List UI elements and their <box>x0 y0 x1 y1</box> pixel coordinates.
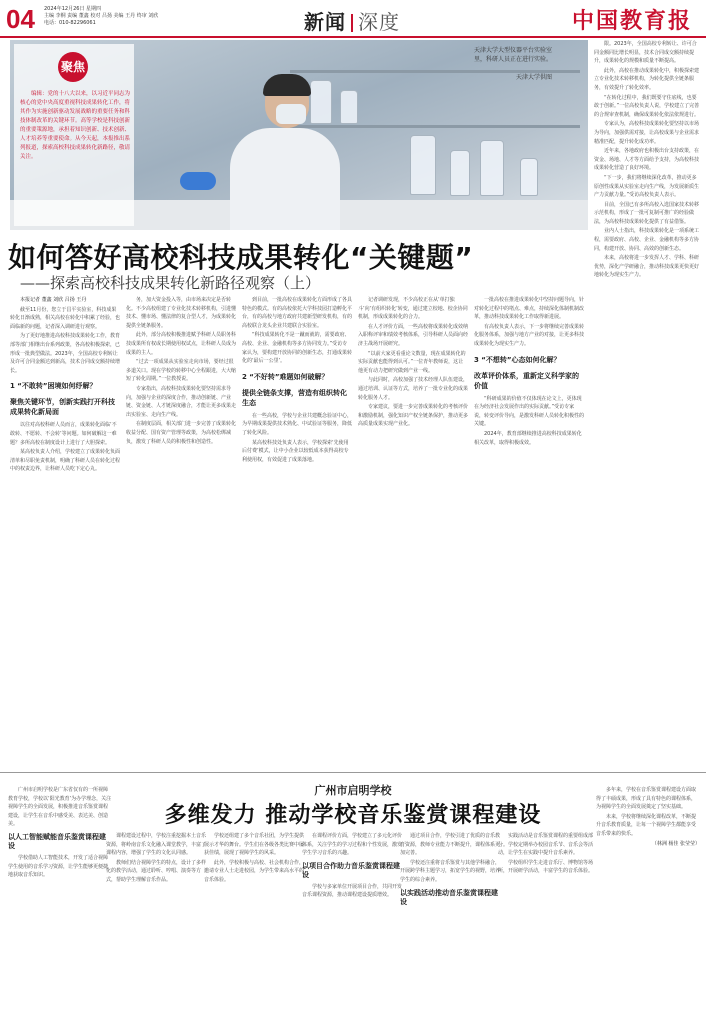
paragraph: 未来，高校将进一步发挥人才、学科、科研优势，深化产学研融合，推动科技成果更快更好地转化为现实生产力。 <box>594 255 700 279</box>
article-column <box>474 296 584 764</box>
paragraph: 记者调研发现，不少高校正在从‘单打独斗’向‘有组织转化’转变，通过建立校地、校企协同机制，形成成果转化的合力。 <box>358 297 468 321</box>
main-headline: 如何答好高校科技成果转化“关键题” <box>8 241 474 274</box>
paragraph: 近年来，各地政府也积极出台支持政策，在资金、场地、人才等方面给予支持，为高校科技成果转化营造了良好环境。 <box>594 148 700 172</box>
bottom-story-body <box>8 786 700 1018</box>
paragraph: 多年来，学校在音乐鉴赏课程建设方面取得了丰硕成果，形成了具有特色的课程体系，为视障学生的全面发展奠定了坚实基础。 <box>596 787 697 811</box>
paragraph: 务，加大资金投入等，由市场来决定是否转化。不少高校组建了专业化技术转移机构，引进懂技术、懂市场、懂法律的复合型人才，为成果转化提供全链条服务。 <box>126 297 236 329</box>
section-subheading: 改革评价体系，重新定义科学家的价值 <box>474 371 579 390</box>
bottom-kicker: 广州市启明学校 <box>314 784 392 797</box>
paragraph: 为了更好地推进高校科技成果转化工作，教育部等部门相继出台系列政策，各高校积极探索，已形成一批典型做法。2023年，全国高校专利转让及许可合同金额达到新高，技术合同成交额持续增长。 <box>10 333 120 374</box>
section-heading: 2 “不好转”难题如何破解？ <box>242 372 329 381</box>
bottom-column <box>400 832 504 1018</box>
bottom-column <box>204 832 308 1018</box>
article-column <box>242 296 352 764</box>
paragraph: 此外，学校积极与高校、社会机构合作，邀请专业人士走进校园，为学生带来高水平的音乐体验。 <box>204 859 305 883</box>
section-sub: 深度 <box>358 10 400 34</box>
paper-logo: 中国教育报 <box>571 8 692 34</box>
paragraph: 某高校负责人介绍，学校建立了成果转化负面清单和尽职免责机制，明确了科研人员在转化过程中的权责边界，让科研人员吃下定心丸。 <box>10 449 120 473</box>
story-divider <box>0 772 706 773</box>
date-line: 2024年12月26日 星期四 <box>44 6 102 12</box>
section-heading: 以人工智能赋能音乐鉴赏课程建设 <box>8 832 106 850</box>
paragraph: 有高校负责人表示，下一步将继续完善成果转化服务体系，加强与地方产业的对接，让更多科技成果转化为现实生产力。 <box>474 323 584 347</box>
paragraph: 学校还注重将音乐鉴赏与其他学科融合，开展跨学科主题学习，拓宽学生的视野，培养学生的综合素养。 <box>400 859 501 883</box>
paragraph: 专家指出，高校科技成果转化要坚持需求导向，加强与企业的深度合作，推动创新链、产业链、资金链、人才链深度融合，才能让更多成果走出实验室、走向生产线。 <box>126 385 236 418</box>
editor-note <box>14 44 134 226</box>
main-subhead: ——探索高校科技成果转化新路径观察（上） <box>20 274 321 292</box>
paragraph: 通过项目合作，学校引进了优质的音乐教育资源，教师专业能力不断提升，课程体系更加完善。 <box>400 833 501 857</box>
paragraph: 课程建设过程中，学校注重挖掘本土音乐资源，将岭南音乐文化融入课堂教学，丰富了课程内容，增强了学生的文化认同感。 <box>106 833 207 857</box>
bottom-column <box>596 786 700 1018</box>
section-title <box>304 6 400 35</box>
editor-note-text: 编辑：党的十八大以来，以习近平同志为核心的党中央高度重视科技成果转化工作，将其作为实施创新驱动发展战略的重要任务和科技体制改革的关键环节。高等学校是科技创新的重要策源地，承担着知识创新、技术创新、人才培养等重要使命。从今天起，本报推出系列报道，探索高校科技成果转化新路径，敬请关注。 <box>20 91 131 160</box>
masthead <box>0 0 706 38</box>
lab-bottle <box>480 140 504 196</box>
paragraph: 与此同时，高校加强了技术经理人队伍建设，通过培训、认证等方式，培养了一批专业化的成果转化服务人才。 <box>358 377 468 401</box>
paragraph: 以往对高校科研人员而言，成果转化面临‘不敢转、不愿转、不会转’等问题。如何破解这一难题？多所高校在制度设计上进行了大胆探索。 <box>10 422 117 446</box>
lab-bottle <box>450 150 470 196</box>
section-heading: 1 “不敢转”困境如何纾解？ <box>10 382 97 391</box>
section-heading: 以项目合作助力音乐鉴赏课程建设 <box>302 861 400 879</box>
paragraph: 学校借助人工智能技术，开发了适合视障学生使用的音乐学习资源，让学生能够更便捷地获取音乐知识。 <box>8 854 109 879</box>
paragraph: “下一步，我们将继续深化改革，推动更多原创性成果从实验室走向生产线，为发展新质生产力贡献力量。”受访高校负责人表示。 <box>594 174 700 199</box>
section-heading: 以实践活动推动音乐鉴赏课程建设 <box>400 888 498 906</box>
paragraph: 广州市启明学校是广东省仅有的一所视障教育学校，学校以‘阳光教育’为办学理念，关注视障学生的全面发展，积极推进音乐鉴赏课程建设，让学生在音乐中感受美、表达美、创造美。 <box>8 787 112 828</box>
photo-caption: 天津大学大型仪器平台实验室里，科研人员正在进行实验。 <box>473 47 552 63</box>
lab-coat <box>230 128 340 230</box>
article-column <box>10 296 120 764</box>
masthead-rule <box>0 36 706 38</box>
researcher-hair <box>263 74 311 96</box>
paragraph: “科研成果的价值不仅体现在论文上，更体现在为经济社会发展作出的实际贡献。”受访专家说，转变评价导向，是激发科研人员转化积极性的关键。 <box>474 395 584 428</box>
paragraph: 2024年，教育部继续推进高校科技成果转化相关改革，取得积极成效。 <box>474 430 582 446</box>
paragraph: 在一些高校，学校与企业共建概念验证中心，为早期成果提供技术熟化、中试验证等服务，降低了转化风险。 <box>242 412 352 436</box>
bottom-column <box>302 832 406 1018</box>
paragraph: 到目前，一批高校在成果转化方面形成了各具特色的模式。有的高校依托大学科技园打造孵化平台，有的高校与地方政府共建新型研发机构，有的高校联合龙头企业共建联合实验室。 <box>242 297 352 329</box>
face-mask <box>276 104 306 124</box>
paragraph: 未来，学校将继续深化课程改革，不断提升音乐教育质量，让每一个视障学生都能享受音乐带来的快乐。 <box>596 813 697 837</box>
section-subheading: 聚焦关键环节，创新实践打开科技成果转化新局面 <box>10 398 115 417</box>
researcher-figure <box>210 60 360 230</box>
lab-bottle <box>520 158 538 196</box>
section-subheading: 提供全链条支撑，营造有组织转化生态 <box>242 388 347 407</box>
masthead-meta <box>44 6 174 27</box>
paragraph: 学校与多家单位开展项目合作，共同开发音乐课程资源，推动课程建设提质增效。 <box>302 883 403 899</box>
byline: 本报记者 董鑫 刘欣 吕扬 王丹 <box>20 297 87 303</box>
bottom-column <box>106 832 210 1018</box>
article-column <box>126 296 236 764</box>
paragraph: 目前，全国已有多所高校入选国家技术转移示范机构，形成了一批可复制可推广的经验做法，为高校科技成果转化提供了有益借鉴。 <box>594 201 700 225</box>
author-signature: （林洲 杨佳 张莹莹） <box>651 840 700 847</box>
blue-glove <box>180 172 216 190</box>
phone-line: 电话：010-82296061 <box>44 20 96 26</box>
paragraph: 专家建议，要进一步完善成果转化的考核评价和激励机制，强化知识产权全链条保护，推动更多高质量成果实现产业化。 <box>358 404 468 428</box>
bottom-column <box>8 786 112 1018</box>
paragraph: “过去一项成果从实验室走向市场，要经过很多道关口。现在学校的转移中心全程跟进，大大缩短了转化周期。”一位教授说。 <box>126 359 236 383</box>
paragraph: 在制度层面，相关部门进一步完善了成果转化收益分配、国有资产管理等政策，为高校松绑减负，激发了科研人员的积极性和创造性。 <box>126 421 236 445</box>
section-heading: 3 “不想转”心态如何化解？ <box>474 355 561 364</box>
right-column <box>594 40 700 760</box>
photo-credit: 天津大学供图 <box>515 74 552 81</box>
lab-bottle <box>410 135 436 195</box>
section-divider <box>351 14 353 32</box>
editor-line: 主编 李桐 责编 董鑫 校对 吕扬 美编 王丹 终审 刘欣 <box>44 13 159 19</box>
paragraph: “以前大家更看重论文数量，现在成果转化的实际贡献也能得到认可。”一位青年教师说，这让他更有动力把研究做到产业一线。 <box>358 350 466 374</box>
paragraph: “科技成果转化不是一蹴而就的，需要政府、高校、企业、金融机构等多方协同发力。”受访专家认为，要构建开放协同的创新生态，打通成果转化的‘最后一公里’。 <box>242 332 352 365</box>
paragraph: 截至11月份，您立于昌平实验室，科技成果转化日渐成熟，相关高校在转化中积累了经验，也面临新的问题，记者深入调研进行观察。 <box>10 306 120 330</box>
paragraph: 某高校科技处负责人表示，学校探索‘先使用后付费’模式，让中小企业以较低成本获得高校专利使用权，有效促进了成果落地。 <box>242 439 349 463</box>
paragraph: 专家认为，高校科技成果转化要坚持以市场为导向，加强供需对接，让高校成果与企业需求精准匹配，提升转化成功率。 <box>594 121 700 145</box>
article-body <box>10 296 590 764</box>
paragraph: 此外，高校在推动成果转化中，积极探索建立专业化技术转移机构，为转化提供全链条服务，有效提升了转化效率。 <box>594 67 700 91</box>
paragraph: 此外，部分高校积极推进赋予科研人员职务科技成果所有权或长期使用权试点，让科研人员成为成果的主人。 <box>126 332 236 356</box>
paragraph: 实践活动是音乐鉴赏课程的重要组成部分。学校定期举办校园音乐节、音乐会等活动，让学生在实践中提升音乐素养。 <box>498 833 594 857</box>
section-name: 新闻 <box>304 10 346 34</box>
paragraph: 学校组织学生走进音乐厅、博物馆等场所，开展研学活动，丰富学生的音乐体验。 <box>498 859 594 875</box>
focus-seal: 聚焦 <box>58 52 88 82</box>
bottom-headline: 多维发力 推动学校音乐鉴赏课程建设 <box>164 803 542 828</box>
paragraph: 业内人士指出，科技成果转化是一项系统工程，需要政府、高校、企业、金融机构等多方协同，构建开放、协同、高效的创新生态。 <box>594 228 700 252</box>
paragraph: 在人才评价方面，一些高校将成果转化成效纳入职称评审和绩效考核体系，引导科研人员面向经济主战场开展研究。 <box>358 323 468 347</box>
paragraph: 学校还组建了多个音乐社团，为学生提供展示才华的舞台。学生们在各级各类比赛中屡获佳绩，展现了视障学生的风采。 <box>204 833 305 857</box>
paragraph: 一批高校在推进成果转化中坚持问题导向，针对转化过程中的堵点、难点，持续深化体制机制改革，推动科技成果转化工作取得新进展。 <box>474 297 584 321</box>
article-column <box>358 296 468 764</box>
page-number: 04 <box>6 4 35 34</box>
paragraph: 教师们结合视障学生的特点，设计了多样化的教学活动，通过聆听、哼唱、演奏等方式，帮助学生理解音乐作品。 <box>106 859 207 883</box>
paragraph: 限。2023年，全国高校专利转让、许可合同金额同比增长明显，技术合同成交额持续提升，成果转化的规模和质量不断提高。 <box>594 41 697 65</box>
paragraph: 在课程评价方面，学校建立了多元化评价体系，关注学生的学习过程和个性发展，激发学生学习音乐的兴趣。 <box>302 833 403 857</box>
bottom-column <box>498 832 602 1018</box>
paragraph: “在转化过程中，我们既要守住底线，也要敢于创新。”一位高校负责人说，学校建立了完善的合规审查机制，确保成果转化依法依规进行。 <box>594 94 700 118</box>
